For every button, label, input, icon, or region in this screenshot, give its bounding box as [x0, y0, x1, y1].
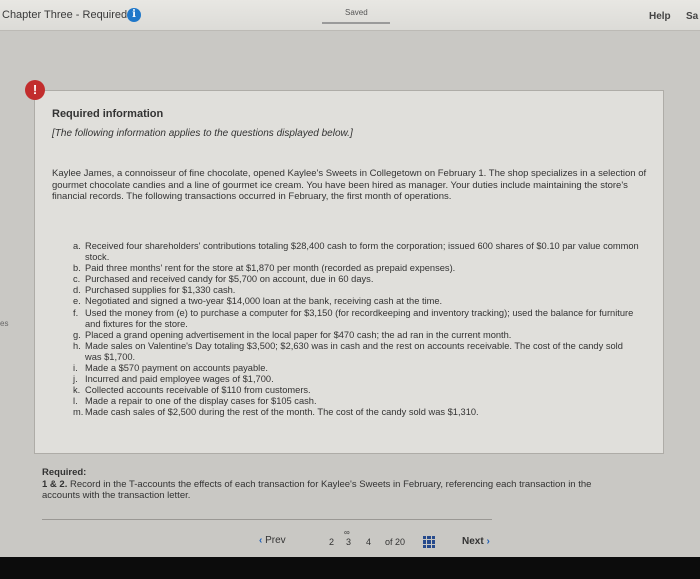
saved-progress-line: [322, 22, 390, 24]
transaction-item: [73, 263, 641, 274]
link-icon: ∞: [344, 528, 350, 537]
top-bar: [0, 0, 700, 31]
required-section: [42, 467, 632, 502]
transaction-text: Placed a grand opening advertisement in the local paper for $470 cash; the ad ran in the current month.: [85, 329, 512, 340]
transaction-item: [73, 363, 641, 374]
transaction-item: [73, 374, 641, 385]
transaction-list: [73, 241, 641, 419]
transaction-item: [73, 285, 641, 296]
transaction-text: Paid three months' rent for the store at $1,870 per month (recorded as prepaid expenses).: [85, 263, 456, 274]
transaction-letter: g.: [73, 329, 81, 340]
chevron-right-icon: ›: [486, 536, 490, 547]
card-title: Required information: [52, 108, 164, 120]
side-label: es: [0, 319, 9, 328]
transaction-item: [73, 308, 641, 330]
page-link[interactable]: 4: [366, 537, 372, 547]
transaction-letter: l.: [73, 396, 78, 407]
transaction-text: Made a repair to one of the display cases for $105 cash.: [85, 396, 317, 407]
page-total: of 20: [385, 537, 406, 547]
transaction-text: Negotiated and signed a two-year $14,000 loan at the bank, receiving cash at the time.: [85, 296, 443, 307]
required-instruction: Record in the T-accounts the effects of each transaction for Kaylee's Sweets in February, referencing each transaction in the accounts with the transaction letter.: [42, 478, 592, 501]
transaction-item: [73, 385, 641, 396]
transaction-item: [73, 407, 641, 418]
transaction-letter: c.: [73, 274, 81, 285]
alert-icon: !: [25, 80, 45, 100]
transaction-letter: f.: [73, 307, 79, 318]
transaction-item: [73, 274, 641, 285]
bottom-strip: [0, 557, 700, 579]
next-label: Next: [462, 536, 484, 547]
next-button[interactable]: [462, 536, 490, 547]
transaction-letter: b.: [73, 263, 81, 274]
card-subtitle: [The following information applies to the questions displayed below.]: [52, 128, 353, 139]
transaction-letter: a.: [73, 241, 81, 251]
prev-button[interactable]: [259, 535, 286, 546]
divider: [42, 519, 492, 520]
transaction-text: Incurred and paid employee wages of $1,700.: [85, 374, 274, 385]
info-icon[interactable]: i: [127, 8, 141, 22]
prev-label: Prev: [265, 535, 286, 546]
required-text: [42, 479, 632, 502]
transaction-item: [73, 396, 641, 407]
intro-paragraph: Kaylee James, a connoisseur of fine chocolate, opened Kaylee's Sweets in Collegetown on February 1. The shop specializes in a selection of gourmet chocolate candies and a line of gourmet ice cream. You have been hired as manager. Your duties include maintaining the store's financial records. The following transactions occurred in February, the first month of operations.: [52, 168, 647, 203]
grid-icon[interactable]: [423, 536, 435, 548]
chevron-left-icon: ‹: [259, 535, 263, 546]
transaction-letter: i.: [73, 363, 78, 374]
transaction-text: Purchased supplies for $1,330 cash.: [85, 285, 236, 296]
transaction-text: Used the money from (e) to purchase a computer for $3,150 (for recordkeeping and inventory tracking); used the balance for furniture and fixtures for the store.: [85, 307, 634, 329]
transaction-letter: j.: [73, 374, 78, 385]
saved-status: Saved: [345, 8, 368, 17]
transaction-item: [73, 330, 641, 341]
page-link[interactable]: 2: [329, 537, 335, 547]
transaction-letter: d.: [73, 285, 81, 296]
transaction-item: [73, 341, 641, 363]
transaction-item: [73, 241, 641, 263]
required-heading: Required:: [42, 467, 87, 478]
transaction-text: Made sales on Valentine's Day totaling $3,500; $2,630 was in cash and the rest on accounts receivable. The cost of the candy sold was $1,700.: [85, 340, 623, 362]
transaction-letter: k.: [73, 385, 81, 396]
transaction-text: Received four shareholders' contributions totaling $28,400 cash to form the corporation; issued 600 shares of $0.10 par value common stock.: [85, 241, 639, 263]
transaction-text: Made cash sales of $2,500 during the rest of the month. The cost of the candy sold was $1,310.: [85, 407, 479, 418]
transaction-text: Purchased and received candy for $5,700 on account, due in 60 days.: [85, 274, 374, 285]
transaction-letter: m.: [73, 407, 84, 418]
page-current[interactable]: 3: [346, 537, 352, 547]
required-number: 1 & 2.: [42, 478, 68, 490]
chapter-title: Chapter Three - Required: [2, 9, 128, 21]
transaction-letter: e.: [73, 296, 81, 307]
help-link[interactable]: Help: [649, 11, 671, 22]
transaction-letter: h.: [73, 340, 81, 351]
required-info-card: [34, 90, 664, 454]
transaction-text: Collected accounts receivable of $110 from customers.: [85, 385, 311, 396]
save-link[interactable]: Sa: [686, 11, 699, 22]
transaction-item: [73, 296, 641, 307]
transaction-text: Made a $570 payment on accounts payable.: [85, 363, 268, 374]
